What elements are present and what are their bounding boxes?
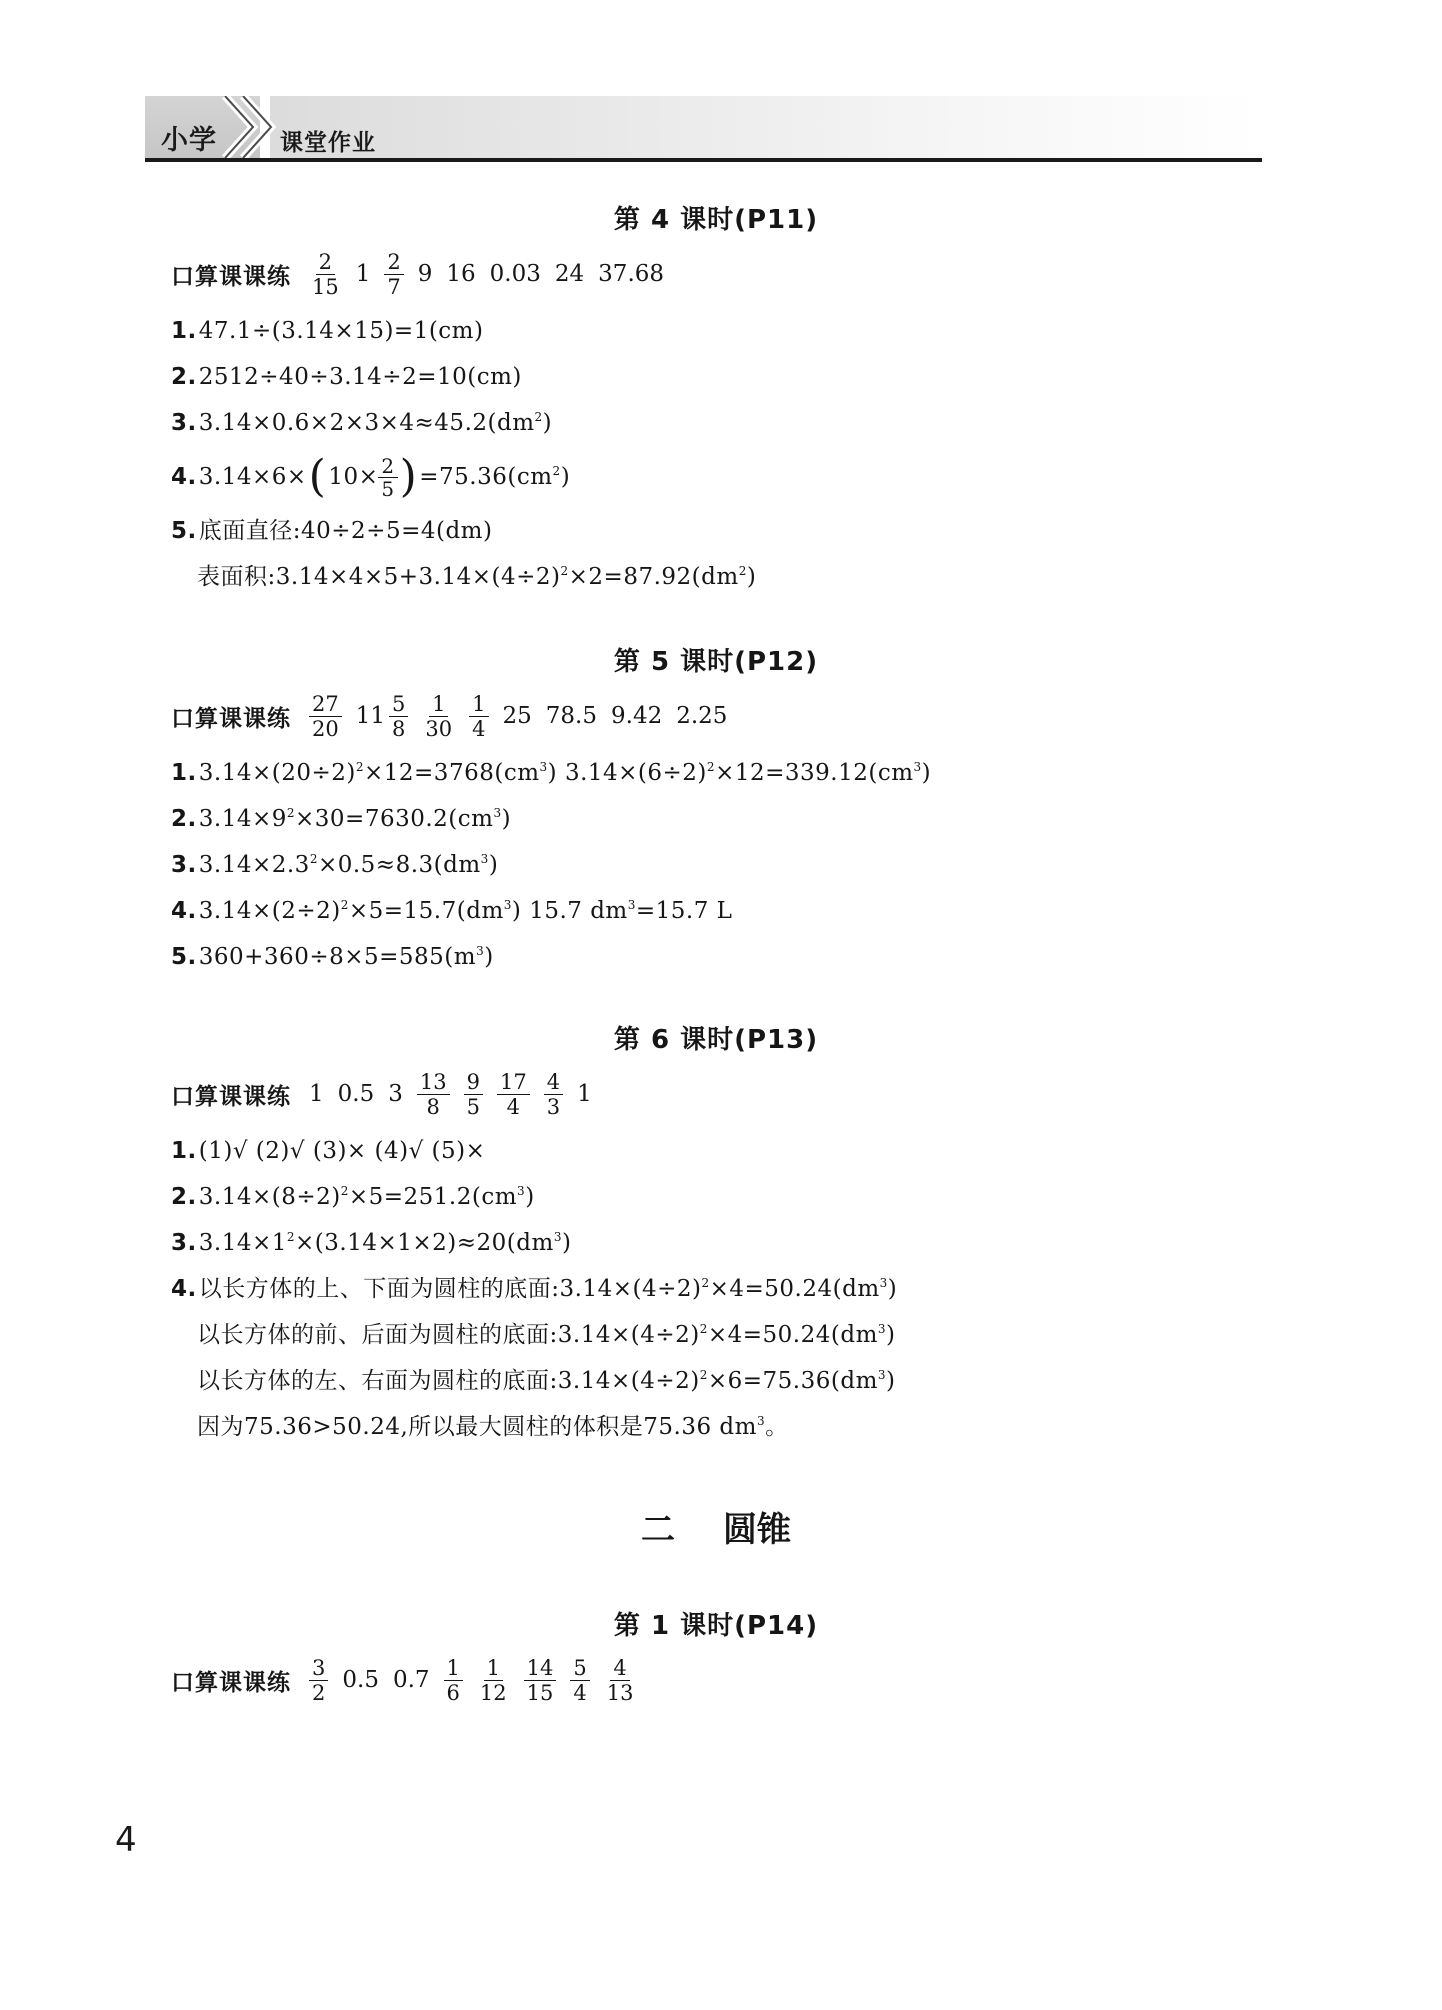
oral-answer: 0.5 — [337, 1081, 375, 1107]
oral-practice-label: 口算课课练 — [171, 1083, 291, 1110]
oral-answer: 1 — [577, 1081, 592, 1107]
answer-line: 4. 3.14×6× ( 10× $\frac{2}{5}$ ) $=75.36(cm^2)$ — [171, 451, 571, 502]
oral-answer: $\frac{1}{6}$ — [444, 1656, 463, 1705]
oral-answer: 0.03 — [489, 261, 541, 287]
oral-answer: $\frac{2}{7}$ — [384, 250, 403, 299]
oral-answer: 9 — [417, 261, 433, 287]
oral-answer: 78.5 — [545, 703, 597, 729]
double-chevron-icon — [215, 96, 285, 158]
oral-answer: $\frac{3}{2}$ — [309, 1656, 328, 1705]
oral-practice-row — [171, 240, 1261, 308]
answer-line: $1.3.14\times(20\div 2)^2\times 12=3768(cm^3)$ $3.14\times(6\div 2)^2\times 12=339.12(cm^3)$ — [171, 760, 932, 786]
answer-line: 因为75.36>50.24,所以最大圆柱的体积是75.36 $dm^3$。 — [197, 1414, 789, 1440]
oral-answer: 0.5 — [342, 1667, 379, 1693]
oral-answer: $\frac{4}{13}$ — [606, 1655, 634, 1705]
oral-answer: 0.7 — [392, 1667, 430, 1693]
oral-practice-row — [171, 1060, 1261, 1128]
answer-line: 以长方体的前、后面为圆柱的底面$:3.14\times(4\div 2)^2\times 4=50.24(dm^3)$ — [197, 1322, 896, 1348]
oral-answer: $\frac{1}{30}$ — [425, 691, 453, 741]
oral-practice-label: 口算课课练 — [171, 263, 291, 290]
oral-answer: $\frac{2}{15}$ — [312, 249, 339, 299]
page-header — [145, 96, 1262, 162]
oral-answer: 11 $\frac{5}{8}$ — [356, 692, 409, 741]
answer-line: $3.3.14\times 0.6\times 2\times 3\times 4\approx 45.2(dm^2)$ — [171, 410, 553, 436]
answer-line: 以长方体的左、右面为圆柱的底面$:3.14\times(4\div 2)^2\times 6=75.36(dm^3)$ — [197, 1368, 896, 1394]
oral-answer: $\frac{17}{4}$ — [497, 1070, 530, 1119]
oral-practice-label: 口算课课练 — [171, 1669, 291, 1696]
oral-answer: 9.42 — [611, 703, 663, 729]
answer-line: $2.3.14\times(8\div 2)^2\times 5=251.2(cm^3)$ — [171, 1184, 535, 1210]
oral-answer: $\frac{5}{4}$ — [570, 1656, 589, 1705]
answer-line: 1.47.1÷(3.14×15)=1(cm) — [171, 318, 484, 344]
answer-line: 2.2512÷40÷3.14÷2=10(cm) — [171, 364, 522, 390]
oral-answer: $\frac{14}{15}$ — [524, 1656, 557, 1705]
oral-practice-label: 口算课课练 — [171, 705, 291, 732]
oral-answer: 24 — [554, 261, 585, 287]
oral-answer: 1 — [355, 261, 371, 287]
oral-answer: $\frac{27}{20}$ — [309, 692, 342, 741]
answer-line: 表面积$:3.14\times 4\times 5+3.14\times(4\div 2)^2\times 2=87.92(dm^2)$ — [197, 564, 757, 590]
oral-answer: 37.68 — [598, 261, 665, 287]
oral-answer: $\frac{13}{8}$ — [417, 1070, 450, 1119]
section-heading: 第 4 课时(P11) — [613, 205, 819, 235]
oral-answer: 2.25 — [676, 703, 728, 729]
oral-answer: $\frac{1}{12}$ — [479, 1655, 507, 1705]
oral-practice-row — [171, 1646, 1261, 1714]
answer-content — [171, 200, 1261, 1714]
answer-line: $3.3.14\times 2.3^2\times 0.5\approx 8.3(dm^3)$ — [171, 852, 499, 878]
answer-line: $5.360+360\div 8\times 5=585(m^3)$ — [171, 944, 494, 970]
oral-practice-row — [171, 682, 1261, 750]
header-title-tab — [270, 96, 1262, 158]
chapter-number: 二 — [641, 1510, 675, 1550]
oral-answer: 3 — [388, 1081, 403, 1107]
oral-answer: 25 — [502, 703, 532, 729]
oral-answer: $\frac{9}{5}$ — [464, 1070, 483, 1119]
answer-line: $3.3.14\times 1^2\times(3.14\times 1\times 2)\approx 20(dm^3)$ — [171, 1230, 572, 1256]
section-heading: 第 5 课时(P12) — [613, 647, 819, 677]
oral-answer: 16 — [446, 261, 476, 287]
section-heading: 第 1 课时(P14) — [613, 1611, 819, 1641]
answer-line: 5.底面直径:40÷2÷5=4(dm) — [171, 518, 493, 544]
page-number: 4 — [115, 1820, 137, 1860]
answer-line: 4.以长方体的上、下面为圆柱的底面$:3.14\times(4\div 2)^2\times 4=50.24(dm^3)$ — [171, 1276, 898, 1302]
chapter-title: 圆锥 — [723, 1510, 791, 1550]
header-rule — [145, 158, 1262, 162]
answer-line: $4.3.14\times(2\div 2)^2\times 5=15.7(dm^3)$ 15.7 $dm^3=15.7$ L — [171, 898, 733, 924]
oral-answer: $\frac{1}{4}$ — [469, 692, 488, 741]
answer-line: $2.3.14\times 9^2\times 30=7630.2(cm^3)$ — [171, 806, 512, 832]
answer-line: 1.(1)√ (2)√ (3)× (4)√ (5)× — [171, 1138, 486, 1164]
section-heading: 第 6 课时(P13) — [613, 1025, 819, 1055]
oral-answer: 1 — [309, 1081, 324, 1107]
header-title: 课堂作业 — [280, 130, 376, 156]
header-brand: 小学 — [161, 125, 217, 156]
chapter-heading — [171, 1500, 1261, 1560]
oral-answer: $\frac{4}{3}$ — [544, 1070, 563, 1119]
